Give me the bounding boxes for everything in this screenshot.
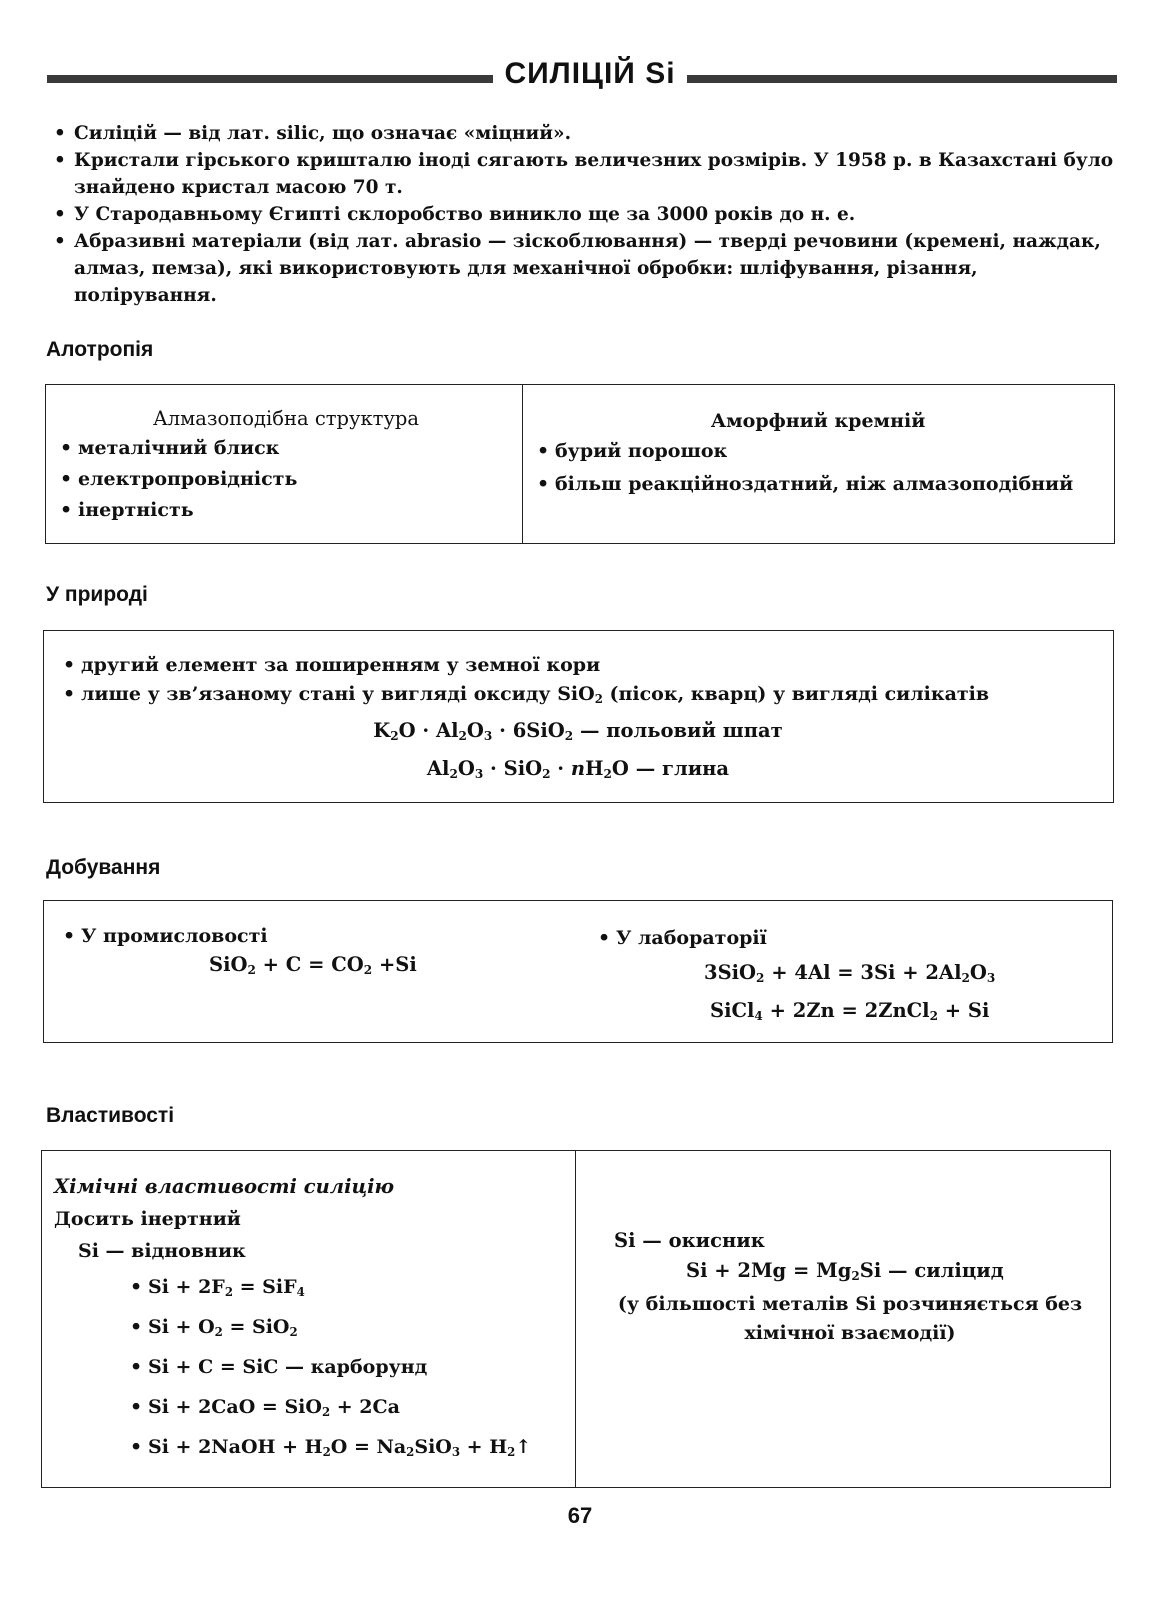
reducer-column: [54, 1151, 564, 1487]
diamond-structure-title: Алмазоподібна структура: [152, 407, 420, 430]
lab-reaction-zinc: SiCl$_4$ + 2Zn = 2ZnCl$_2$ + Si: [710, 999, 990, 1024]
fact-item: • Абразивні матеріали (від лат. abrasio — зіскоблювання) — тверді речовини (кремені, наждак, алмаз, пемза), які використовують для механічної обробки: шліфування, різання, полірування.: [52, 228, 1122, 309]
lab-label: • У лабораторії: [594, 925, 767, 951]
reaction-item: • $Si + O_2 = SiO_2$: [126, 1307, 564, 1347]
properties-box: [41, 1150, 1111, 1488]
fact-item: • У Стародавньому Єгипті склоробство виникло ще за 3000 років до н. е.: [52, 201, 1122, 228]
list-item: • електропровідність: [56, 464, 516, 495]
silica-text: лише у зв’язаному стані у вигляді оксиду SiO: [81, 683, 595, 705]
reaction-item: • $Si + 2F_2 = SiF_4$: [126, 1267, 564, 1307]
allotropy-divider: [522, 385, 523, 543]
list-item: • бурий порошок: [533, 435, 1103, 468]
title-row: [47, 55, 1117, 105]
feldspar-formula: $K_2O \cdot Al_2O_3 \cdot 6SiO_2$ — польовий шпат: [373, 719, 783, 744]
inert-text: Досить інертний: [54, 1208, 241, 1230]
list-item: [59, 680, 1089, 709]
list-item: • другий елемент за поширенням у земної кори: [59, 651, 1089, 680]
properties-divider: [575, 1151, 576, 1487]
heading-allotropy: Алотропія: [46, 338, 154, 361]
amorphous-silicon-title: Аморфний кремній: [710, 410, 926, 432]
heading-production: Добування: [46, 856, 161, 879]
diamond-structure-list: [56, 433, 516, 526]
industry-label: • У промисловості: [59, 923, 268, 949]
metals-note: (у більшості металів Si розчиняється без хімічної взаємодії): [617, 1293, 1083, 1344]
oxidizer-column: [614, 1151, 1094, 1487]
facts-list: [52, 120, 1122, 309]
industry-reaction: $SiO_2 + C = CO_2 +Si$: [209, 953, 417, 978]
title-rule-left: [47, 75, 493, 83]
list-item: • металічний блиск: [56, 433, 516, 464]
page-number: 67: [567, 1503, 593, 1528]
list-item: • більш реакційноздатний, ніж алмазоподібний: [533, 468, 1103, 501]
silicide-reaction: $Si + 2Mg = Mg_2Si$ — силіцид: [686, 1259, 1004, 1284]
allotropy-box: [45, 384, 1115, 544]
amorphous-silicon-list: [533, 435, 1103, 501]
oxidizer-label: Si — окисник: [614, 1229, 765, 1252]
clay-formula: $Al_2O_3 \cdot SiO_2 \cdot nH_2O$ — глина: [426, 757, 730, 782]
allotropy-right-column: [533, 385, 1103, 543]
reaction-item: • Si + C = SiC — карборунд: [126, 1347, 564, 1387]
reaction-item: • Si + 2CaO = SiO$_2$ + 2Ca: [126, 1387, 564, 1427]
fact-item: • Кристали гірського кришталю іноді сягають величезних розмірів. У 1958 р. в Казахстані було знайдено кристал масою 70 т.: [52, 147, 1122, 201]
subscript: 2: [594, 691, 603, 706]
heading-properties: Властивості: [46, 1104, 175, 1127]
allotropy-left-column: [56, 385, 516, 543]
chem-properties-title: Хімічні властивості силіцію: [54, 1175, 395, 1198]
silicates-text: (пісок, кварц) у вигляді силікатів: [602, 683, 990, 705]
title-rule-right: [687, 75, 1117, 83]
lab-list: [594, 925, 767, 951]
lab-reaction-aluminum: $3SiO_2 + 4Al = 3Si + 2Al_2O_3$: [704, 961, 996, 986]
nature-list: [59, 651, 1089, 709]
reducer-label: Si — відновник: [78, 1240, 246, 1262]
fact-item: • Силіцій — від лат. silic, що означає «міцний».: [52, 120, 1122, 147]
industry-list: [59, 923, 268, 949]
reaction-item: • Si + 2NaOH + $H_2O = Na_2SiO_3$ + $H_2↑$: [126, 1427, 564, 1467]
reducer-reactions: [126, 1267, 564, 1467]
production-box: [43, 900, 1113, 1043]
heading-nature: У природі: [46, 583, 148, 606]
list-item: • інертність: [56, 495, 516, 526]
nature-box: [43, 630, 1114, 803]
page-title: СИЛІЦІЙ Si: [504, 57, 676, 90]
